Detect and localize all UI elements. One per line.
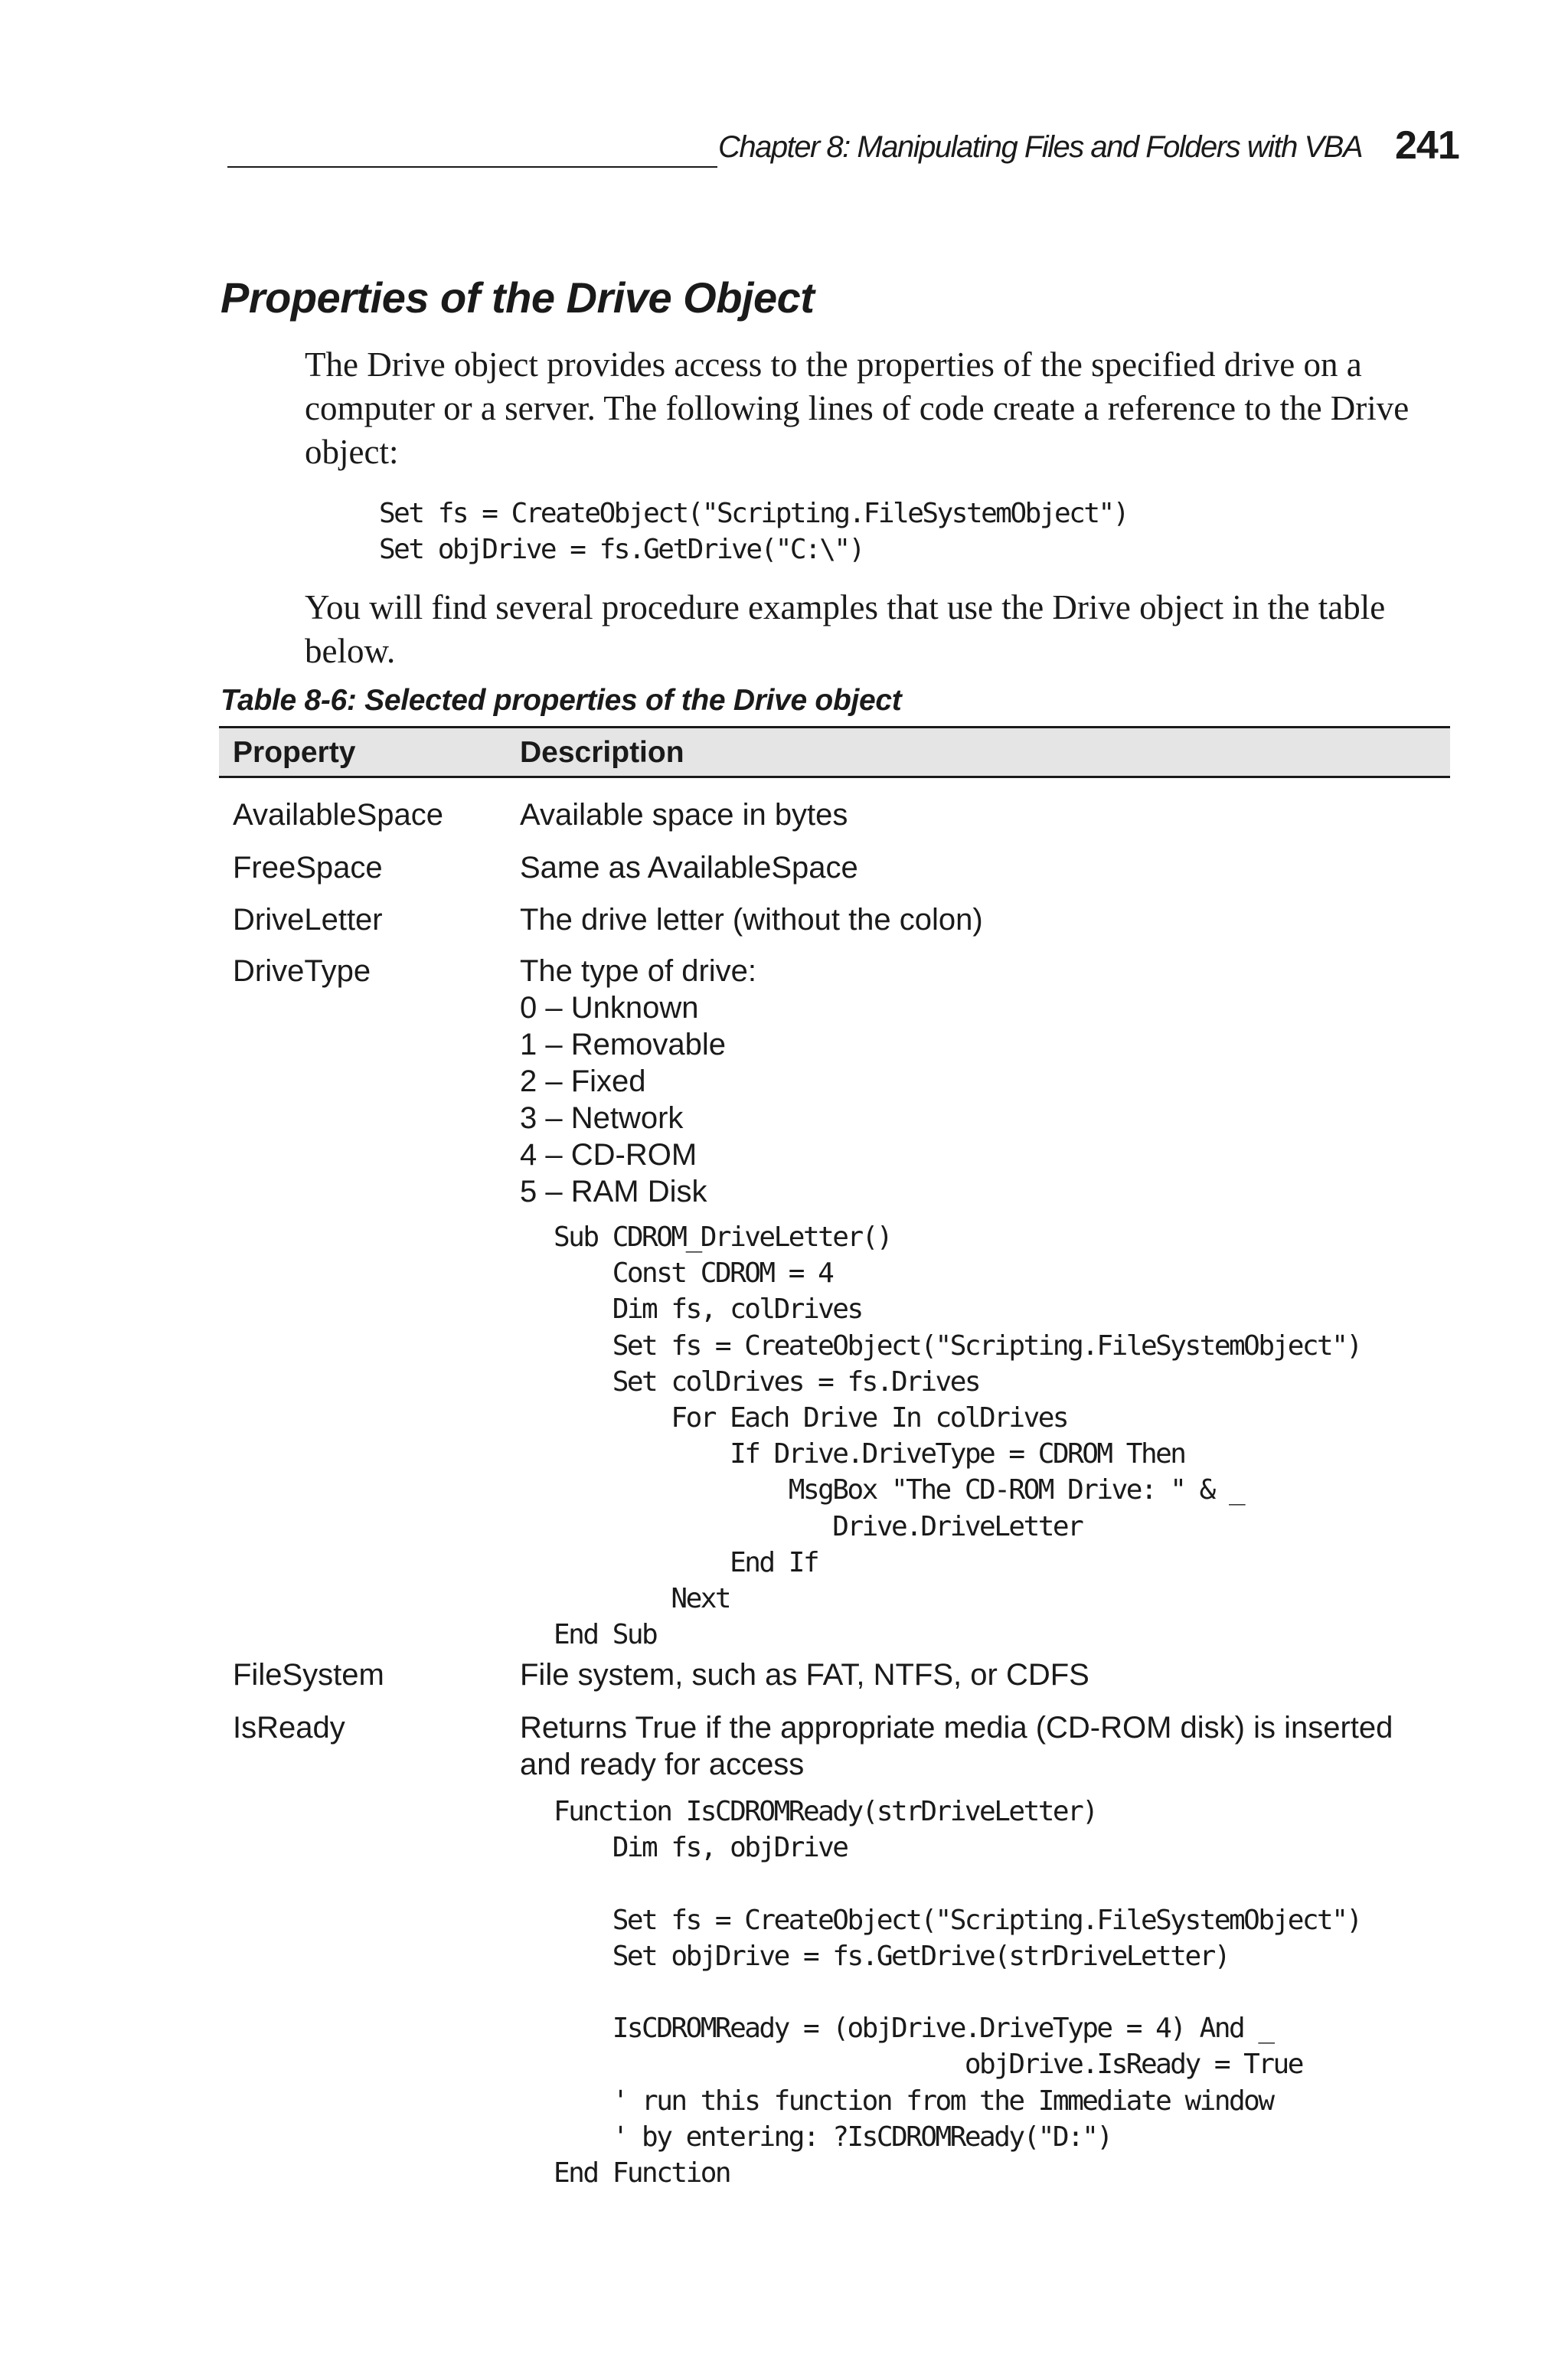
page-number: 241: [1395, 123, 1459, 168]
section-heading: Properties of the Drive Object: [220, 273, 815, 322]
chapter-title: Chapter 8: Manipulating Files and Folders with VBA: [718, 130, 1363, 164]
description-cell: Returns True if the appropriate media (CD-ROM disk) is inserted and ready for access: [520, 1711, 1393, 1781]
description-cell: The type of drive: 0 – Unknown 1 – Removable 2 – Fixed 3 – Network 4 – CD-ROM 5 – RAM Disk: [520, 954, 757, 1208]
description-cell: File system, such as FAT, NTFS, or CDFS: [520, 1658, 1089, 1692]
drive-reference-code: Set fs = CreateObject("Scripting.FileSystemObject") Set objDrive = fs.GetDrive("C:\"): [379, 498, 1128, 565]
property-cell: FreeSpace: [233, 851, 383, 885]
iscdromready-code: Function IsCDROMReady(strDriveLetter) Dim fs, objDrive Set fs = CreateObject("Scripting.FileSystemObject") Set objDrive = fs.GetDrive(strDriveLetter) IsCDROMReady = (objDrive.DriveType = 4) And _ objDrive.IsReady = True ' run this function from the Immediate window ' by entering: ?IsCDROMReady("D:") End Function: [554, 1796, 1361, 2190]
property-cell: IsReady: [233, 1711, 345, 1745]
followup-paragraph: You will find several procedure examples that use the Drive object in the table below.: [305, 588, 1386, 670]
property-cell: DriveType: [233, 954, 371, 988]
property-cell: AvailableSpace: [233, 798, 444, 832]
property-cell: FileSystem: [233, 1658, 384, 1692]
header-rule: [227, 166, 717, 168]
cdrom-driveletter-code: Sub CDROM_DriveLetter() Const CDROM = 4 Dim fs, colDrives Set fs = CreateObject("Scripting.FileSystemObject") Set colDrives = fs.Drives For Each Drive In colDrives If Drive.DriveType = CDROM Then MsgBox "The CD-ROM Drive: " & _ Drive.DriveLetter End If Next End Sub: [554, 1222, 1361, 1651]
description-cell: Same as AvailableSpace: [520, 851, 858, 885]
intro-paragraph: The Drive object provides access to the properties of the specified drive on a computer or a server. The following lines of code create a reference to the Drive object:: [305, 345, 1410, 471]
table-header-row: [219, 726, 1450, 778]
table-caption: Table 8-6: Selected properties of the Drive object: [220, 684, 902, 717]
description-cell: The drive letter (without the colon): [520, 903, 983, 937]
property-cell: DriveLetter: [233, 903, 383, 937]
column-header-description: Description: [520, 736, 684, 769]
description-cell: Available space in bytes: [520, 798, 848, 832]
column-header-property: Property: [233, 736, 356, 769]
